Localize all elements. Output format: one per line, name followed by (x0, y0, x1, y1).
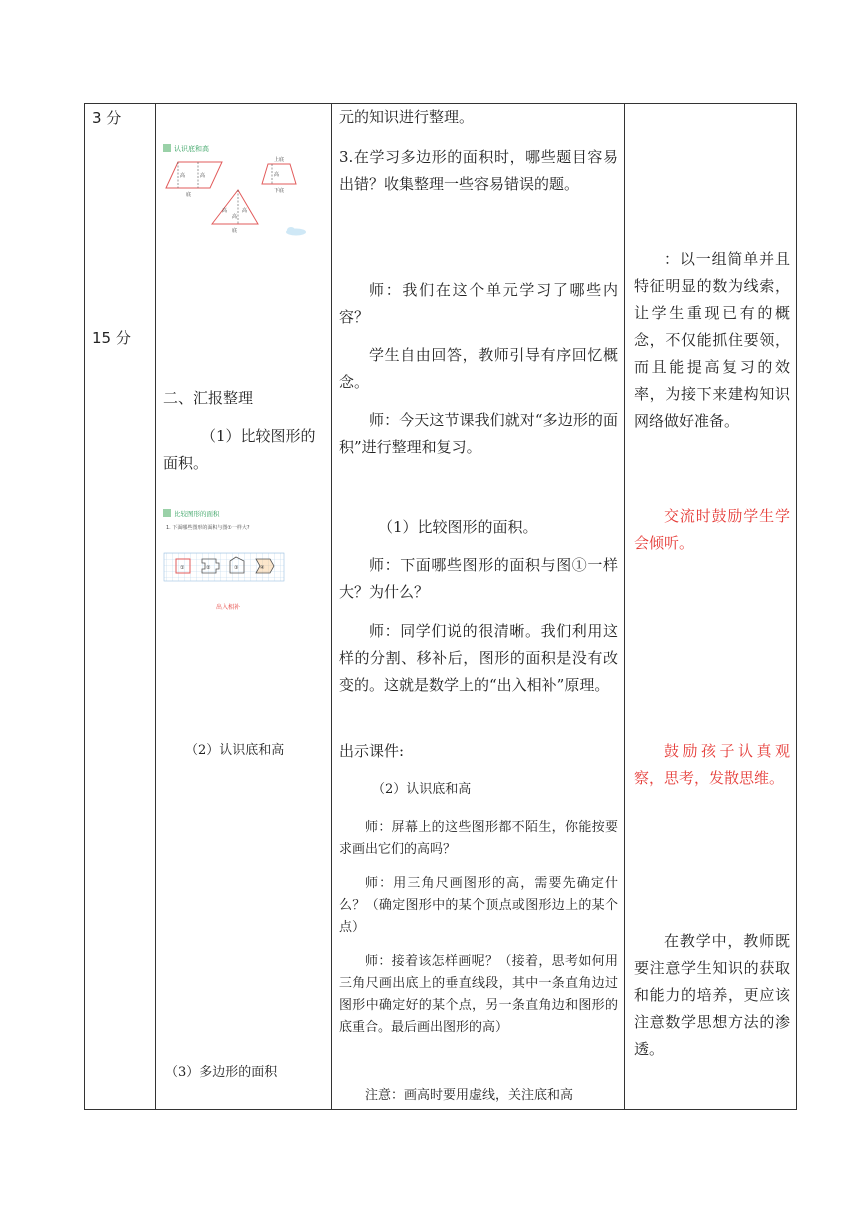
table-border-bottom (84, 1109, 797, 1110)
thumb2-caption: 出入相补 (216, 604, 241, 611)
intent-note-1: ：以一组简单并且特征明显的数为线索，让学生重现已有的概念，不仅能抓住要领，而且能提高复习的效率，为接下来建构知识网络做好准备。 (634, 250, 790, 430)
intent-note-3: 鼓励孩子认真观察，思考，发散思维。 (634, 742, 790, 787)
svg-text:高: 高 (180, 173, 186, 179)
svg-text:高: 高 (232, 214, 238, 220)
svg-text:底: 底 (186, 192, 192, 198)
compare-area-thumbnail (160, 505, 310, 615)
svg-text:高: 高 (242, 208, 248, 214)
process-item-2: （2）认识底和高 (185, 743, 285, 758)
activity-p6: 师：下面哪些图形的面积与图①一样大？为什么？ (339, 556, 618, 601)
activity-p1: 3.在学习多边形的面积时，哪些题目容易出错？收集整理一些容易错误的题。 (339, 148, 618, 193)
thumb-bullet-icon (163, 144, 171, 152)
activity-p7: 师：同学们说的很清晰。我们利用这样的分割、移补后，图形的面积是没有改变的。这就是数学上的“出入相补”原理。 (339, 622, 618, 694)
intent-note-2: 交流时鼓励学生学会倾听。 (634, 507, 790, 552)
thumb2-question: 1. 下面哪些图形的面积与图①一样大? (166, 525, 250, 531)
activity-p8: 出示课件: (339, 742, 405, 760)
table-divider-1 (155, 103, 156, 1110)
thumb-bullet-icon (163, 509, 171, 517)
base-height-thumbnail (160, 140, 310, 240)
activity-p11: 师：用三角尺画图形的高，需要先确定什么？（确定图形中的某个顶点或图形边上的某个点） (339, 876, 618, 935)
activity-p9: （2）认识底和高 (372, 782, 472, 797)
time-label-3min: 3 分 (92, 109, 122, 127)
svg-text:④: ④ (260, 565, 265, 571)
table-divider-2 (331, 103, 332, 1110)
svg-text:上底: 上底 (274, 157, 285, 163)
table-divider-3 (624, 103, 625, 1110)
activity-p2: 师：我们在这个单元学习了哪些内容？ (339, 281, 618, 326)
intent-note-4: 在教学中，教师既要注意学生知识的获取和能力的培养，更应该注意数学思想方法的渗透。 (634, 932, 790, 1058)
thumb2-title: 比较图形的面积 (174, 510, 220, 518)
activity-p12: 师：接着该怎样画呢？（接着，思考如何用三角尺画出底上的垂直线段，其中一条直角边过图形中确定好的某个点，另一条直角边和图形的底重合。最后画出图形的高） (339, 954, 618, 1035)
svg-text:高: 高 (200, 173, 206, 179)
parallelogram-shape (166, 162, 222, 188)
activity-p4: 师：今天这节课我们就对“多边形的面积”进行整理和复习。 (339, 411, 618, 456)
svg-text:高: 高 (222, 208, 228, 214)
thumb1-title: 认识底和高 (174, 145, 209, 153)
compare-area-figure (160, 505, 310, 615)
process-item-3: （3）多边形的面积 (165, 1065, 278, 1080)
svg-text:③: ③ (234, 565, 239, 571)
svg-text:①: ① (180, 565, 185, 571)
svg-text:高: 高 (274, 172, 280, 178)
time-label-15min: 15 分 (92, 329, 131, 347)
svg-text:底: 底 (232, 228, 238, 234)
table-border-right (796, 103, 797, 1110)
table-border-left (84, 103, 85, 1110)
process-section-title: 二、汇报整理 (163, 389, 254, 407)
activity-p5: （1）比较图形的面积。 (378, 518, 538, 536)
svg-text:②: ② (206, 565, 211, 571)
activity-p0: 元的知识进行整理。 (339, 108, 475, 126)
svg-text:下底: 下底 (274, 188, 285, 194)
activity-p10: 师：屏幕上的这些图形都不陌生，你能按要求画出它们的高吗？ (339, 820, 618, 857)
activity-p3: 学生自由回答，教师引导有序回忆概念。 (339, 346, 618, 391)
base-height-figure (160, 140, 310, 240)
activity-p13: 注意：画高时要用虚线，关注底和高 (365, 1088, 574, 1103)
process-item-1: （1）比较图形的面积。 (163, 427, 316, 472)
